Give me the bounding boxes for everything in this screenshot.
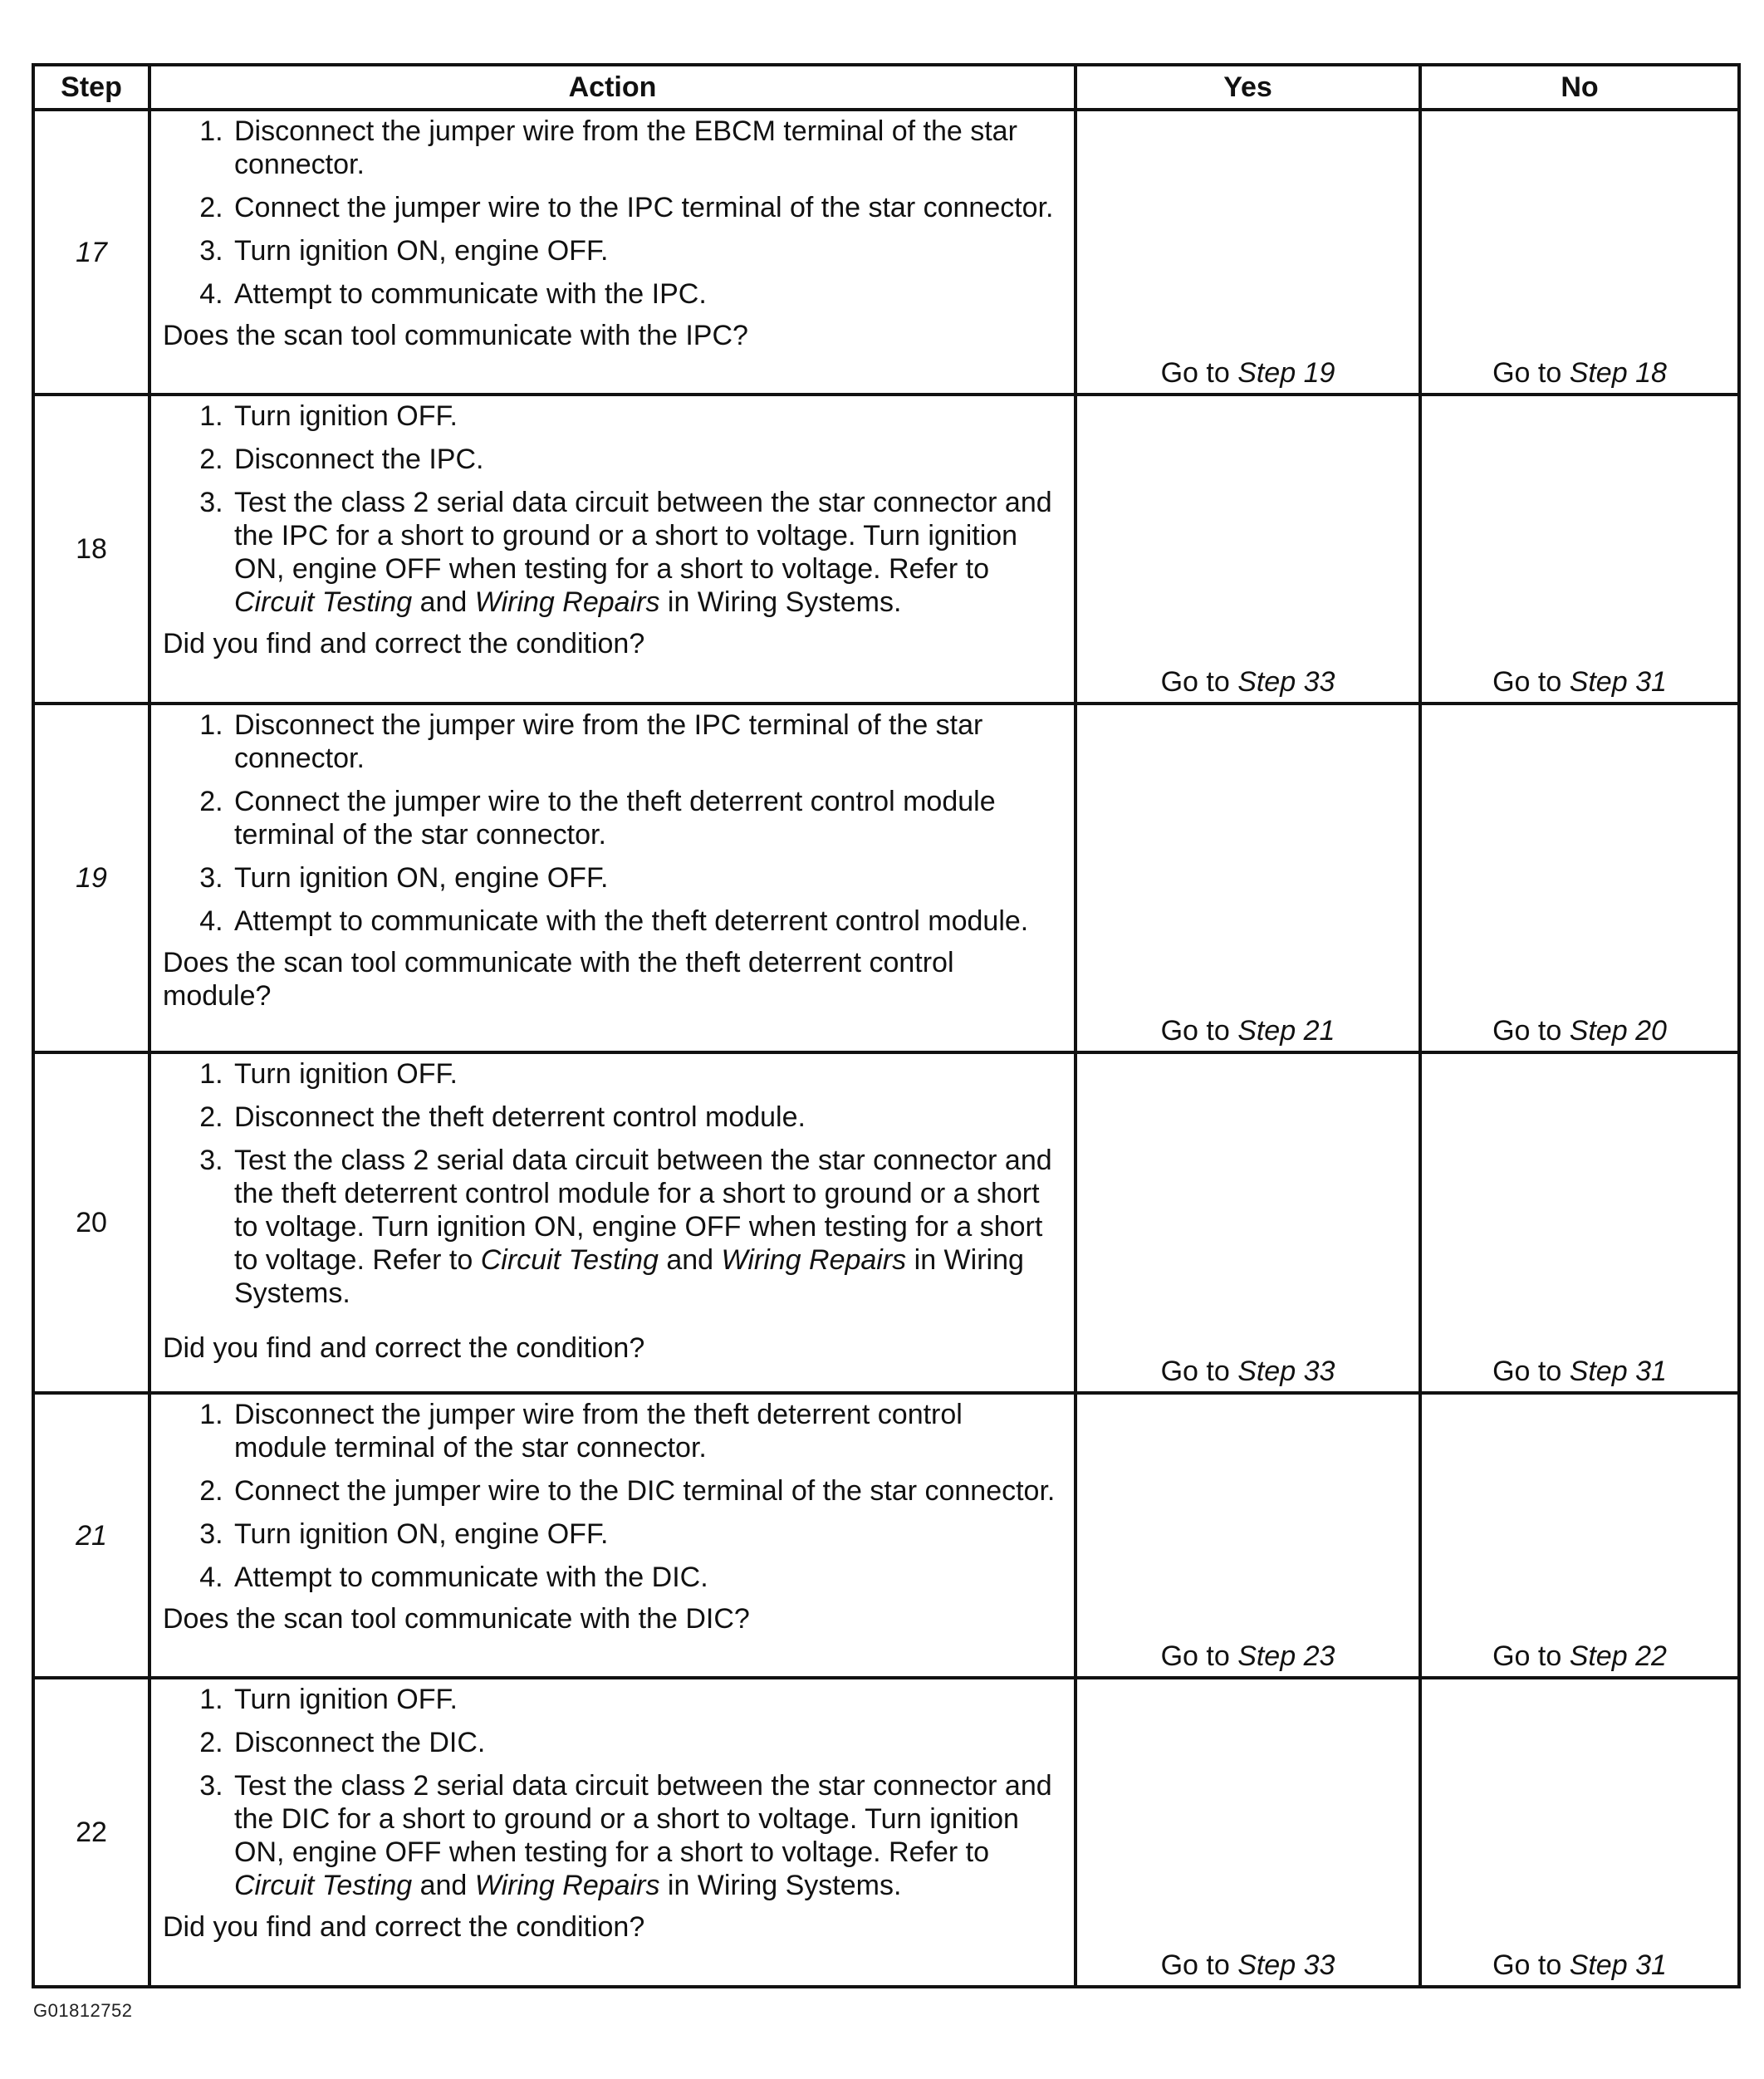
yes-step-link: Step 21 xyxy=(1237,1015,1335,1047)
action-text: Disconnect the DIC. xyxy=(234,1727,486,1758)
action-cell xyxy=(149,1052,1076,1393)
action-text: Test the class 2 serial data circuit between the star connector and the theft deterrent control module for a short to ground or a short to voltage. Turn ignition ON, engine OFF when testing for a short to voltage. Refer to xyxy=(234,1145,1052,1276)
no-cell xyxy=(1420,395,1739,704)
no-cell xyxy=(1420,110,1739,395)
step-number: 19 xyxy=(33,704,149,1052)
yes-cell xyxy=(1076,1678,1420,1987)
action-item xyxy=(231,400,1062,433)
action-question: Does the scan tool communicate with the theft deterrent control module? xyxy=(163,947,954,1012)
action-cell xyxy=(149,395,1076,704)
no-step-link: Step 18 xyxy=(1569,357,1667,389)
action-item xyxy=(231,234,1062,267)
action-item xyxy=(231,1057,1062,1091)
action-text: Test the class 2 serial data circuit between the star connector and the DIC for a short to ground or a short to voltage. Turn ignition ON, engine OFF when testing for a short to voltage. Refer to xyxy=(234,1770,1052,1868)
yes-prefix: Go to xyxy=(1160,357,1238,389)
action-cell xyxy=(149,1393,1076,1678)
action-list xyxy=(163,709,1062,938)
yes-prefix: Go to xyxy=(1160,666,1238,698)
action-item xyxy=(231,1726,1062,1759)
action-text: Turn ignition ON, engine OFF. xyxy=(234,235,609,267)
step-number: 22 xyxy=(33,1678,149,1987)
action-text: and xyxy=(412,586,475,618)
table-row xyxy=(33,1393,1739,1678)
figure-id: G01812752 xyxy=(33,2000,133,2021)
action-list xyxy=(163,1057,1062,1310)
action-text: and xyxy=(658,1244,722,1276)
action-question: Did you find and correct the condition? xyxy=(163,628,645,659)
action-text: Turn ignition OFF. xyxy=(234,400,458,432)
action-text: in Wiring Systems. xyxy=(659,586,902,618)
step-number: 21 xyxy=(33,1393,149,1678)
yes-cell xyxy=(1076,704,1420,1052)
action-text: Turn ignition OFF. xyxy=(234,1684,458,1715)
action-item xyxy=(231,1769,1062,1902)
action-item xyxy=(231,785,1062,851)
yes-prefix: Go to xyxy=(1160,1640,1238,1672)
table-header-row xyxy=(33,65,1739,110)
action-text: Disconnect the jumper wire from the EBCM terminal of the star connector. xyxy=(234,115,1017,180)
diagnostic-table xyxy=(32,63,1741,1988)
action-text: in Wiring Systems. xyxy=(234,1244,1024,1309)
no-prefix: Go to xyxy=(1492,1640,1570,1672)
step-number: 17 xyxy=(33,110,149,395)
action-text: Turn ignition ON, engine OFF. xyxy=(234,862,609,894)
action-text: Disconnect the IPC. xyxy=(234,444,484,475)
reference-text: Wiring Repairs xyxy=(474,586,660,618)
action-item xyxy=(231,443,1062,476)
yes-step-link: Step 23 xyxy=(1237,1640,1335,1672)
header-no: No xyxy=(1420,65,1739,110)
yes-prefix: Go to xyxy=(1160,1949,1238,1981)
action-question: Does the scan tool communicate with the DIC? xyxy=(163,1603,750,1635)
yes-cell xyxy=(1076,1393,1420,1678)
no-prefix: Go to xyxy=(1492,357,1570,389)
action-question: Does the scan tool communicate with the IPC? xyxy=(163,320,748,351)
action-text: Disconnect the theft deterrent control module. xyxy=(234,1101,806,1133)
no-step-link: Step 22 xyxy=(1569,1640,1667,1672)
table-row xyxy=(33,395,1739,704)
action-item xyxy=(231,1683,1062,1716)
action-text: Attempt to communicate with the IPC. xyxy=(234,278,707,310)
action-text: Turn ignition ON, engine OFF. xyxy=(234,1518,609,1550)
table-body xyxy=(33,110,1739,1987)
no-cell xyxy=(1420,1052,1739,1393)
action-list xyxy=(163,400,1062,619)
no-cell xyxy=(1420,1678,1739,1987)
no-cell xyxy=(1420,1393,1739,1678)
yes-step-link: Step 33 xyxy=(1237,1949,1335,1981)
yes-cell xyxy=(1076,1052,1420,1393)
reference-text: Wiring Repairs xyxy=(474,1870,660,1901)
yes-cell xyxy=(1076,110,1420,395)
action-text: in Wiring Systems. xyxy=(659,1870,902,1901)
action-text: Attempt to communicate with the DIC. xyxy=(234,1562,708,1593)
action-list xyxy=(163,1398,1062,1594)
no-cell xyxy=(1420,704,1739,1052)
no-prefix: Go to xyxy=(1492,1949,1570,1981)
table-row xyxy=(33,110,1739,395)
yes-prefix: Go to xyxy=(1160,1015,1238,1047)
action-text: Turn ignition OFF. xyxy=(234,1058,458,1090)
step-number: 18 xyxy=(33,395,149,704)
action-item xyxy=(231,1101,1062,1134)
action-item xyxy=(231,191,1062,224)
action-item xyxy=(231,115,1062,181)
no-prefix: Go to xyxy=(1492,1015,1570,1047)
reference-text: Circuit Testing xyxy=(480,1244,659,1276)
reference-text: Wiring Repairs xyxy=(721,1244,907,1276)
action-item xyxy=(231,1561,1062,1594)
action-cell xyxy=(149,110,1076,395)
action-text: Disconnect the jumper wire from the theft deterrent control module terminal of the star connector. xyxy=(234,1399,963,1464)
header-action: Action xyxy=(149,65,1076,110)
action-list xyxy=(163,1683,1062,1902)
action-text: Connect the jumper wire to the IPC terminal of the star connector. xyxy=(234,192,1054,223)
action-text: Connect the jumper wire to the theft deterrent control module terminal of the star connector. xyxy=(234,786,996,851)
yes-step-link: Step 33 xyxy=(1237,1356,1335,1387)
no-step-link: Step 31 xyxy=(1569,1949,1667,1981)
action-text: Attempt to communicate with the theft deterrent control module. xyxy=(234,905,1029,937)
action-question: Did you find and correct the condition? xyxy=(163,1332,645,1364)
action-question: Did you find and correct the condition? xyxy=(163,1911,645,1943)
action-text: Connect the jumper wire to the DIC terminal of the star connector. xyxy=(234,1475,1056,1507)
action-item xyxy=(231,1398,1062,1464)
table-row xyxy=(33,1052,1739,1393)
action-text: and xyxy=(412,1870,475,1901)
action-item xyxy=(231,1144,1062,1310)
action-text: Disconnect the jumper wire from the IPC terminal of the star connector. xyxy=(234,709,983,774)
action-list xyxy=(163,115,1062,311)
action-item xyxy=(231,905,1062,938)
yes-cell xyxy=(1076,395,1420,704)
action-text: Test the class 2 serial data circuit between the star connector and the IPC for a short to ground or a short to voltage. Turn ignition ON, engine OFF when testing for a short to voltage. Refer to xyxy=(234,487,1052,585)
no-prefix: Go to xyxy=(1492,666,1570,698)
yes-step-link: Step 19 xyxy=(1237,357,1335,389)
action-item xyxy=(231,1474,1062,1508)
reference-text: Circuit Testing xyxy=(234,1870,413,1901)
action-item xyxy=(231,861,1062,895)
table-row xyxy=(33,704,1739,1052)
table-row xyxy=(33,1678,1739,1987)
action-item xyxy=(231,1518,1062,1551)
action-cell xyxy=(149,704,1076,1052)
header-yes: Yes xyxy=(1076,65,1420,110)
yes-step-link: Step 33 xyxy=(1237,666,1335,698)
action-item xyxy=(231,486,1062,619)
no-step-link: Step 20 xyxy=(1569,1015,1667,1047)
no-prefix: Go to xyxy=(1492,1356,1570,1387)
yes-prefix: Go to xyxy=(1160,1356,1238,1387)
action-cell xyxy=(149,1678,1076,1987)
action-item xyxy=(231,709,1062,775)
header-step: Step xyxy=(33,65,149,110)
no-step-link: Step 31 xyxy=(1569,1356,1667,1387)
no-step-link: Step 31 xyxy=(1569,666,1667,698)
action-item xyxy=(231,277,1062,311)
reference-text: Circuit Testing xyxy=(234,586,413,618)
step-number: 20 xyxy=(33,1052,149,1393)
